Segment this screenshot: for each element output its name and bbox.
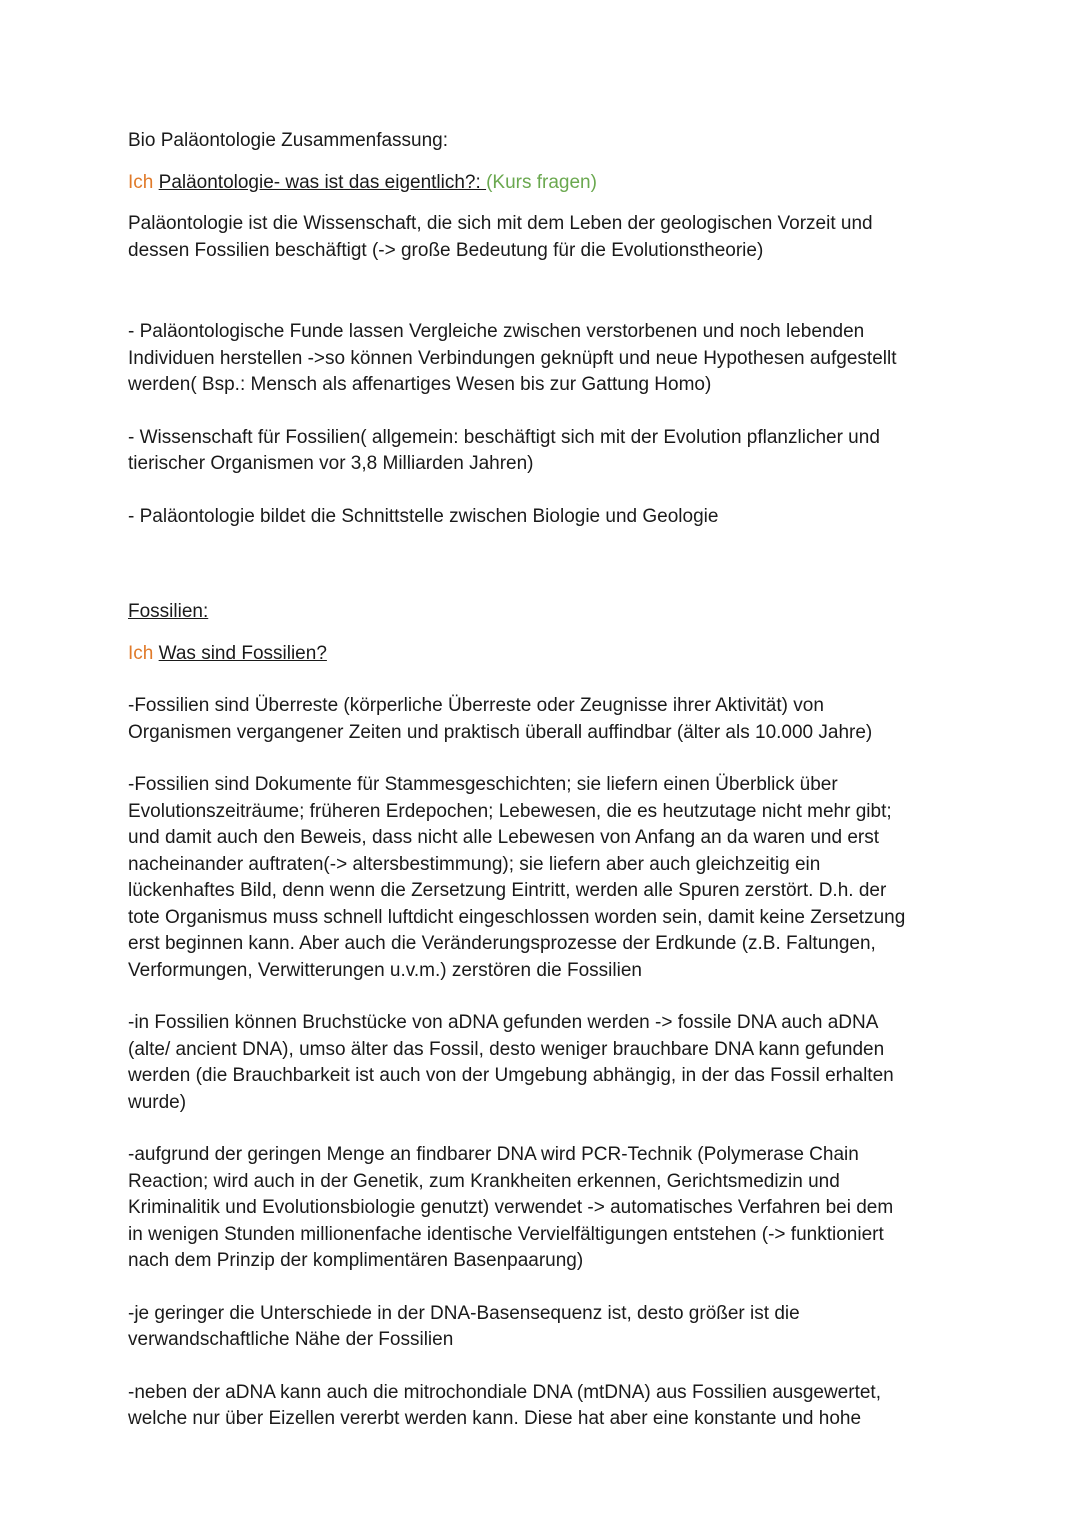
ich-marker: Ich bbox=[128, 171, 154, 193]
document-title: Bio Paläontologie Zusammenfassung: bbox=[128, 130, 449, 151]
text-line: -in Fossilien können Bruchstücke von aDNA gefunden werden -> fossile DNA auch aDNA bbox=[128, 1012, 879, 1033]
text-line: Organismen vergangener Zeiten und praktisch überall auffindbar (älter als 10.000 Jahre) bbox=[128, 721, 873, 743]
text-line: Individuen herstellen ->so können Verbindungen geknüpft und neue Hypothesen aufgestellt bbox=[128, 347, 897, 369]
text-line: verwandschaftliche Nähe der Fossilien bbox=[128, 1329, 454, 1350]
text-line: nacheinander auftraten(-> altersbestimmung); sie liefern aber auch gleichzeitig ein bbox=[128, 853, 821, 875]
text-line: wurde) bbox=[128, 1091, 187, 1113]
text-line: tote Organismus muss schnell luftdicht eingeschlossen worden sein, damit keine Zersetzung bbox=[128, 906, 906, 928]
section2-heading: Was sind Fossilien? bbox=[158, 642, 327, 664]
text-line: erst beginnen kann. Aber auch die Veränderungsprozesse der Erdkunde (z.B. Faltungen, bbox=[128, 933, 876, 954]
text-line: -aufgrund der geringen Menge an findbarer DNA wird PCR-Technik (Polymerase Chain bbox=[128, 1144, 859, 1165]
text-line: -je geringer die Unterschiede in der DNA-Basensequenz ist, desto größer ist die bbox=[128, 1302, 800, 1324]
text-line: Verformungen, Verwitterungen u.v.m.) zerstören die Fossilien bbox=[128, 959, 642, 981]
text-line: werden (die Brauchbarkeit ist auch von der Umgebung abhängig, in der das Fossil erhalten bbox=[128, 1065, 894, 1086]
text-line: Evolutionszeiträume; früheren Erdepochen; Lebewesen, die es heutzutage nicht mehr gibt; bbox=[128, 800, 892, 822]
text-line: Kriminalitik und Evolutionsbiologie genutzt) verwendet -> automatisches Verfahren bei dem bbox=[128, 1197, 894, 1218]
text-line: nach dem Prinzip der komplimentären Basenpaarung) bbox=[128, 1250, 584, 1271]
section1-bullet-3 bbox=[128, 504, 958, 531]
section2-paragraph-5 bbox=[128, 1301, 958, 1354]
section2-paragraph-6 bbox=[128, 1380, 958, 1433]
text-line: und damit auch den Beweis, dass nicht alle Lebewesen von Anfang an da waren und erst bbox=[128, 827, 880, 848]
section2-paragraph-2 bbox=[128, 772, 958, 984]
section2-paragraph-1 bbox=[128, 693, 958, 746]
text-line: -Fossilien sind Dokumente für Stammesgeschichten; sie liefern einen Überblick über bbox=[128, 774, 838, 795]
section2-paragraph-3 bbox=[128, 1010, 958, 1116]
section2-title: Fossilien: bbox=[128, 601, 209, 622]
text-line: -neben der aDNA kann auch die mitrochondiale DNA (mtDNA) aus Fossilien ausgewertet, bbox=[128, 1381, 881, 1403]
text-line: - Wissenschaft für Fossilien( allgemein: beschäftigt sich mit der Evolution pflanzlicher und bbox=[128, 426, 880, 448]
text-line: - Paläontologische Funde lassen Vergleiche zwischen verstorbenen und noch lebenden bbox=[128, 321, 865, 342]
section1-bullet-2 bbox=[128, 425, 958, 478]
ich-marker: Ich bbox=[128, 642, 154, 664]
text-line: tierischer Organismen vor 3,8 Milliarden Jahren) bbox=[128, 453, 534, 474]
text-line: werden( Bsp.: Mensch als affenartiges Wesen bis zur Gattung Homo) bbox=[128, 374, 712, 395]
text-line: Paläontologie ist die Wissenschaft, die sich mit dem Leben der geologischen Vorzeit und bbox=[128, 213, 873, 234]
section1-note: (Kurs fragen) bbox=[486, 171, 597, 193]
section1-heading-line bbox=[128, 170, 958, 197]
section1-intro bbox=[128, 211, 958, 264]
section1-bullet-1 bbox=[128, 319, 958, 399]
text-line: welche nur über Eizellen vererbt werden kann. Diese hat aber eine konstante und hohe bbox=[128, 1408, 862, 1429]
text-line: lückenhaftes Bild, denn wenn die Zersetzung Eintritt, werden alle Spuren zerstört. D.h. der bbox=[128, 880, 887, 901]
document-page bbox=[128, 128, 958, 1433]
text-line: Reaction; wird auch in der Genetik, zum Krankheiten erkennen, Gerichtsmedizin und bbox=[128, 1170, 840, 1192]
section1-heading: Paläontologie- was ist das eigentlich?: bbox=[158, 171, 487, 193]
section2-paragraph-4 bbox=[128, 1142, 958, 1275]
text-line: dessen Fossilien beschäftigt (-> große Bedeutung für die Evolutionstheorie) bbox=[128, 239, 764, 261]
text-line: -Fossilien sind Überreste (körperliche Überreste oder Zeugnisse ihrer Aktivität) von bbox=[128, 695, 824, 716]
section2-heading-line bbox=[128, 641, 958, 668]
text-line: - Paläontologie bildet die Schnittstelle zwischen Biologie und Geologie bbox=[128, 505, 719, 527]
text-line: in wenigen Stunden millionenfache identische Vervielfältigungen entstehen (-> funktioniert bbox=[128, 1223, 884, 1245]
text-line: (alte/ ancient DNA), umso älter das Fossil, desto weniger brauchbare DNA kann gefunden bbox=[128, 1038, 885, 1060]
